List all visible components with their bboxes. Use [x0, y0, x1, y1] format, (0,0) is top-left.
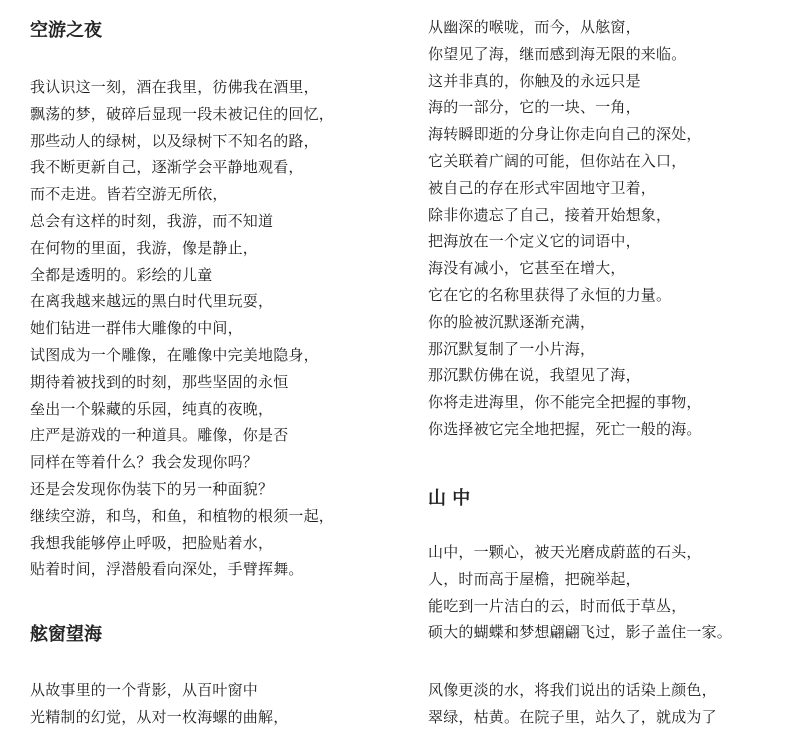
poem-kongyou-line: 还是会发现你伪装下的另一种面貌？ [30, 480, 274, 498]
poem-xianchuang-line: 被自己的存在形式牢固地守卫着， [428, 178, 657, 197]
poem-xianchuang-line: 海的一部分，它的一块、一角， [428, 98, 641, 117]
poem-kongyou-line: 她们钻进一群伟大雕像的中间， [30, 319, 243, 338]
poem-shanzhong-line: 能吃到一片洁白的云，时而低于草丛， [428, 596, 687, 615]
poem-shanzhong-line: 翠绿，枯黄。在院子里，站久了，就成为了 [428, 707, 717, 726]
poem-shanzhong-line: 人，时而高于屋檐，把碗举起， [428, 569, 641, 588]
poem-xianchuang-line: 你将走进海里，你不能完全把握的事物， [428, 393, 702, 412]
poem-kongyou-line: 总会有这样的时刻，我游，而不知道 [30, 212, 274, 230]
poem-xianchuang-line: 从幽深的喉咙，而今，从舷窗， [428, 18, 641, 36]
poem-kongyou-line: 在何物的里面，我游，像是静止， [30, 238, 259, 257]
poem-kongyou-line: 那些动人的绿树，以及绿树下不知名的路， [30, 131, 319, 150]
poem-kongyou-line: 在离我越来越远的黑白时代里玩耍， [30, 292, 274, 311]
poem-kongyou-line: 我不断更新自己，逐渐学会平静地观看， [30, 158, 304, 177]
poem-kongyou-line: 庄严是游戏的一种道具。雕像，你是否 [30, 426, 289, 445]
poem-kongyou-line: 我认识这一刻，酒在我里，彷佛我在酒里， [30, 78, 319, 96]
poem-kongyou-line: 垒出一个躲藏的乐园，纯真的夜晚， [30, 399, 274, 418]
poem-xianchuang-line: 除非你遗忘了自己，接着开始想象， [428, 205, 672, 224]
poem-xianchuang-line: 你望见了海，继而感到海无限的来临。 [428, 44, 687, 63]
poem-kongyou-line: 我想我能够停止呼吸，把脸贴着水， [30, 533, 274, 552]
poem-kongyou-line: 贴着时间，浮潜般看向深处，手臂挥舞。 [30, 560, 304, 579]
poem-xianchuang-line: 那沉默复制了一小片海， [428, 339, 596, 358]
poem-xianchuang-title: 舷窗望海 [30, 624, 102, 645]
poem-kongyou-line: 飘荡的梦，破碎后显现一段未被记住的回忆， [30, 104, 335, 123]
poem-shanzhong-line: 硕大的蝴蝶和梦想翩翩飞过，影子盖住一家。 [428, 623, 733, 642]
poem-xianchuang-line: 从故事里的一个背影，从百叶窗中 [30, 681, 259, 699]
poem-shanzhong-line: 风像更淡的水，将我们说出的话染上颜色， [428, 681, 717, 699]
poem-kongyou-line: 试图成为一个雕像，在雕像中完美地隐身， [30, 346, 319, 364]
poem-xianchuang-line: 你的脸被沉默逐渐充满， [428, 312, 596, 331]
poem-kongyou-line: 同样在等着什么？我会发现你吗？ [30, 453, 259, 472]
poem-xianchuang-line: 把海放在一个定义它的词语中， [428, 232, 641, 251]
poem-shanzhong-title: 山 中 [428, 488, 471, 509]
poem-xianchuang-line: 你选择被它完全地把握，死亡一般的海。 [428, 420, 702, 438]
poem-xianchuang-line: 它关联着广阔的可能，但你站在入口， [428, 152, 687, 170]
poem-kongyou-title: 空游之夜 [30, 20, 102, 41]
poem-kongyou-line: 期待着被找到的时刻，那些坚固的永恒 [30, 372, 289, 391]
poem-shanzhong-line: 山中，一颗心，被天光磨成蔚蓝的石头， [428, 543, 702, 561]
poem-xianchuang-line: 那沉默仿佛在说，我望见了海， [428, 366, 641, 385]
poem-kongyou-line: 全都是透明的。彩绘的儿童 [30, 265, 213, 284]
poem-xianchuang-line: 光精制的幻觉，从对一枚海螺的曲解， [30, 707, 289, 726]
poem-xianchuang-line: 海转瞬即逝的分身让你走向自己的深处， [428, 125, 702, 144]
poem-xianchuang-line: 它在它的名称里获得了永恒的力量。 [428, 286, 672, 304]
poem-kongyou-line: 继续空游，和鸟，和鱼，和植物的根须一起， [30, 506, 335, 525]
poem-xianchuang-line: 海没有减小，它甚至在增大， [428, 259, 626, 278]
poem-kongyou-line: 而不走进。皆若空游无所依， [30, 185, 228, 204]
poem-xianchuang-line: 这并非真的，你触及的永远只是 [428, 71, 641, 90]
